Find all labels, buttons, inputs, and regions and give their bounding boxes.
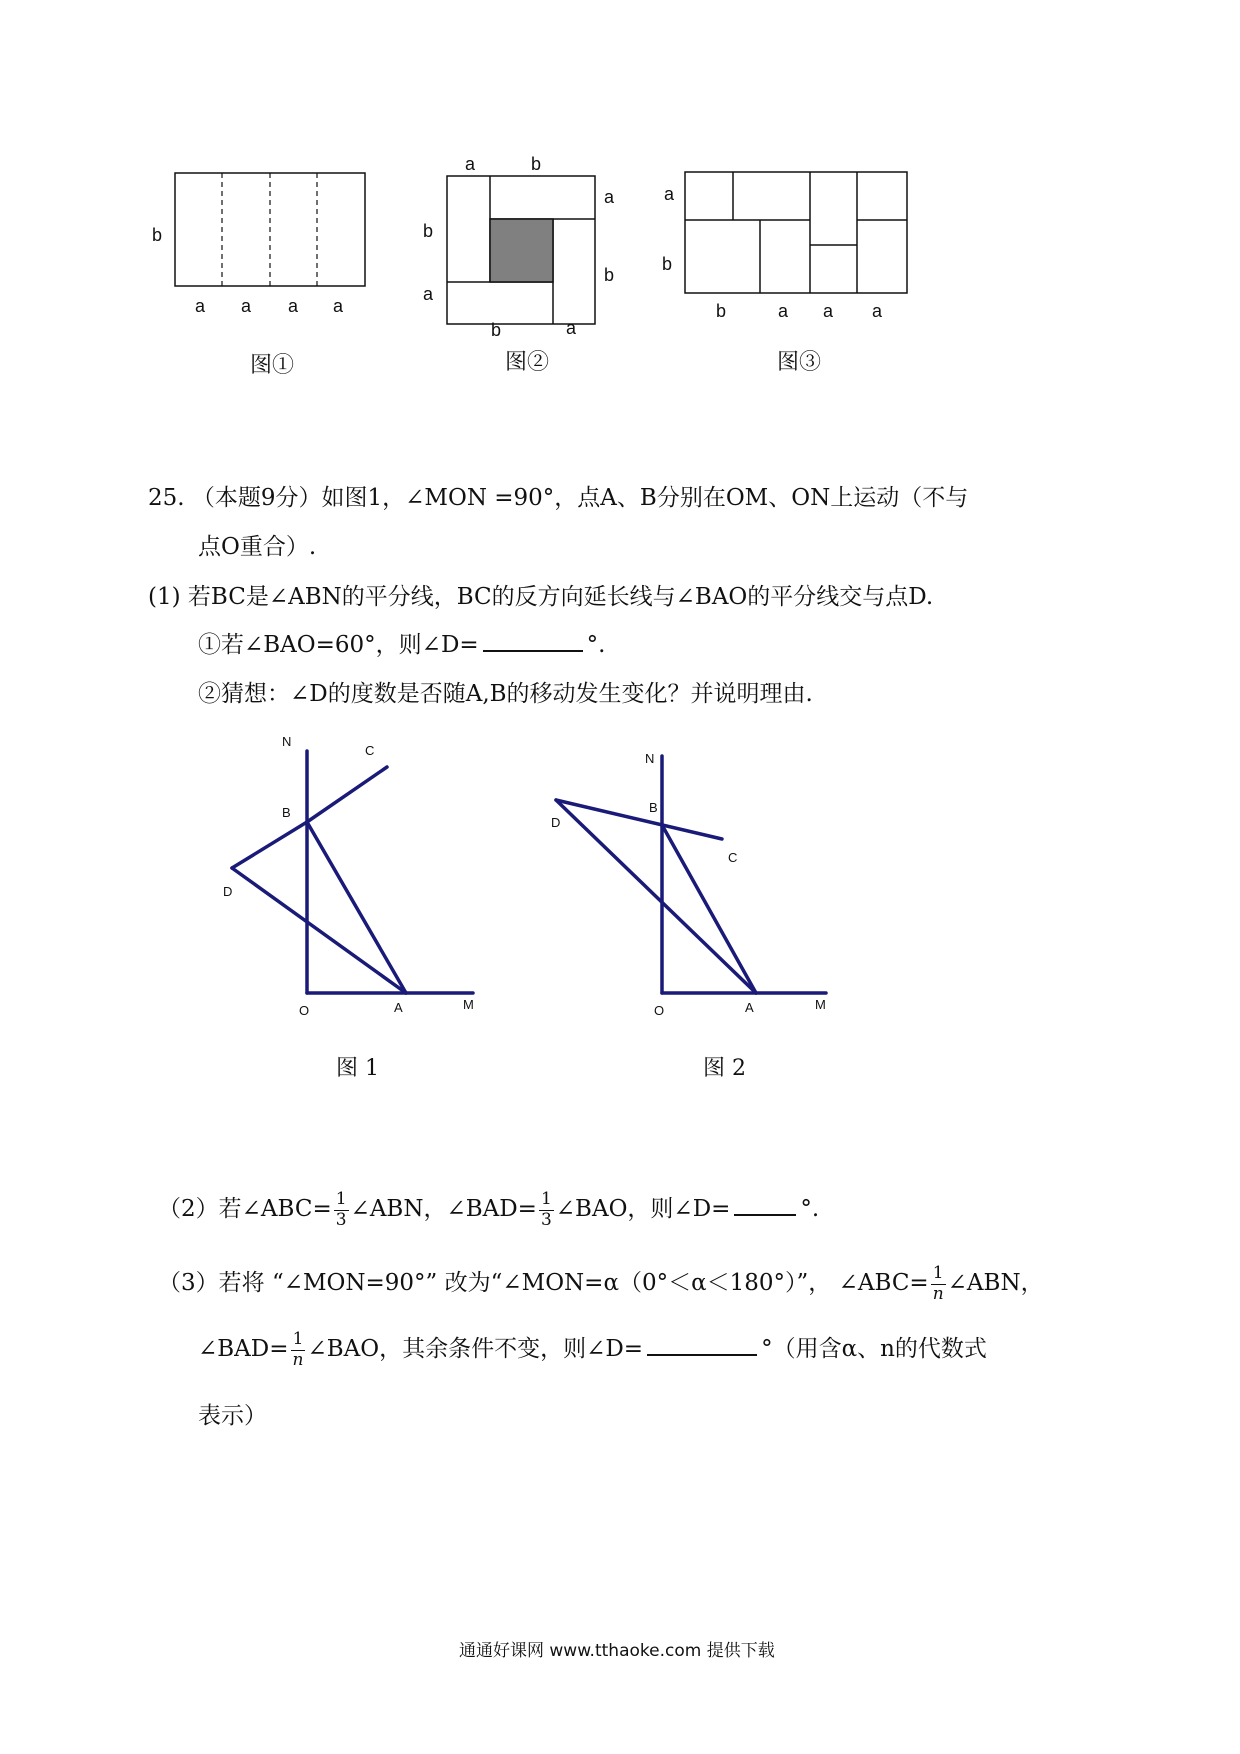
fraction-numerator: 1 — [291, 1330, 306, 1351]
geometry-fig2-caption: 图 2 — [703, 1056, 746, 1081]
problem-part-3-line-3: 表示） — [198, 1403, 267, 1429]
segment-BC — [307, 767, 387, 822]
fig2-shaded-square — [490, 219, 553, 282]
fig3-left-label: b — [662, 254, 673, 274]
fig1-bottom-label: a — [333, 296, 344, 316]
sub1-suffix: °. — [586, 632, 606, 658]
fig1-bottom-label: a — [241, 296, 252, 316]
problem-part-1: (1) 若BC是∠ABN的平分线，BC的反方向延长线与∠BAO的平分线交与点D. — [148, 584, 934, 610]
point-label-M: M — [463, 997, 474, 1012]
part2-text-a: （2）若∠ABC= — [158, 1196, 332, 1223]
fraction-one-third — [539, 1190, 554, 1230]
problem-line-2: 点O重合）. — [198, 534, 317, 560]
fraction-one-third — [334, 1190, 349, 1230]
fig1-bottom-label: a — [288, 296, 299, 316]
segment-BA — [307, 822, 406, 993]
fig2-caption: 图② — [505, 350, 550, 375]
fig2-right-label: b — [604, 265, 615, 285]
fraction-one-over-n — [291, 1330, 306, 1370]
part2-text-b: ∠ABN，∠BAD= — [350, 1196, 537, 1223]
problem-part-3-line-2 — [198, 1330, 987, 1370]
point-label-A: A — [394, 1000, 403, 1015]
point-label-D: D — [223, 884, 233, 899]
part2-text-c: ∠BAO，则∠D= — [555, 1196, 731, 1223]
segment-BA — [662, 825, 756, 993]
fraction-denominator: 3 — [335, 1209, 347, 1230]
sub1-text: ①若∠BAO=60°，则∠D= — [198, 632, 479, 658]
point-label-O: O — [654, 1003, 665, 1018]
fraction-one-over-n — [931, 1264, 946, 1304]
fig3-bottom-label: a — [823, 301, 834, 321]
fraction-denominator: n — [932, 1283, 944, 1304]
fig2-bottom-label: b — [491, 320, 502, 340]
point-label-N: N — [645, 751, 655, 766]
fig2-left-label: b — [423, 221, 434, 241]
part3-text-a: （3）若将 “∠MON=90°” 改为“∠MON=α（0°＜α＜180°）”， ∠ABC= — [158, 1270, 929, 1297]
fig3-bottom-label: a — [872, 301, 883, 321]
fig3-outer-rect — [685, 172, 907, 293]
fig2-top-label: a — [465, 154, 476, 174]
geometry-figure-1-labels — [223, 734, 474, 1018]
fig2-top-label: b — [531, 154, 542, 174]
fig2-left-label: a — [423, 284, 434, 304]
point-label-B: B — [649, 800, 658, 815]
answer-blank[interactable] — [734, 1213, 796, 1216]
segment-DA — [232, 868, 406, 993]
part3-text-c: ∠BAD= — [198, 1336, 289, 1363]
point-label-C: C — [365, 743, 375, 758]
point-label-A: A — [745, 1000, 754, 1015]
part3-text-e: °（用含α、n的代数式 — [761, 1336, 987, 1363]
segment-DC — [556, 800, 722, 839]
segment-DA — [556, 800, 756, 993]
figure-1 — [152, 173, 365, 316]
point-label-B: B — [282, 805, 291, 820]
point-label-D: D — [551, 815, 561, 830]
fig3-left-label: a — [664, 184, 675, 204]
fig1-bottom-label: a — [195, 296, 206, 316]
point-label-C: C — [728, 850, 738, 865]
fig1-caption: 图① — [250, 353, 295, 378]
fig3-bottom-label: a — [778, 301, 789, 321]
fraction-numerator: 1 — [540, 1189, 552, 1209]
geometry-figures — [0, 720, 1240, 1060]
problem-sub-2: ②猜想：∠D的度数是否随A,B的移动发生变化？并说明理由. — [198, 681, 813, 707]
part3-text-d: ∠BAO，其余条件不变，则∠D= — [307, 1336, 644, 1363]
figure-2 — [423, 154, 615, 340]
geometry-figure-2-labels — [551, 751, 826, 1018]
segment-BD — [232, 822, 307, 868]
part2-text-d: °. — [800, 1196, 820, 1223]
geometry-fig1-caption: 图 1 — [336, 1056, 379, 1081]
fraction-denominator: 3 — [540, 1209, 552, 1230]
problem-sub-1 — [198, 634, 605, 657]
fig2-bottom-label: a — [566, 318, 577, 338]
problem-part-2 — [158, 1190, 819, 1230]
answer-blank[interactable] — [647, 1353, 757, 1356]
fig2-right-label: a — [604, 187, 615, 207]
top-figures — [0, 0, 1240, 420]
geometry-figure-2 — [556, 756, 826, 993]
fig1-side-label: b — [152, 225, 163, 245]
fraction-denominator: n — [292, 1349, 304, 1370]
point-label-O: O — [299, 1003, 310, 1018]
problem-line-1: 25. （本题9分）如图1，∠MON =90°，点A、B分别在OM、ON上运动（不与 — [148, 485, 969, 511]
figure-3 — [662, 172, 907, 321]
geometry-figure-1 — [232, 751, 473, 993]
page-footer: 通通好课网 www.tthaoke.com 提供下载 — [459, 1641, 775, 1661]
answer-blank[interactable] — [483, 649, 583, 652]
fig3-caption: 图③ — [777, 350, 822, 375]
fraction-numerator: 1 — [335, 1189, 347, 1209]
fig3-bottom-label: b — [716, 301, 727, 321]
problem-part-3-line-1 — [158, 1264, 1044, 1304]
fraction-numerator: 1 — [931, 1264, 946, 1285]
point-label-M: M — [815, 997, 826, 1012]
point-label-N: N — [282, 734, 292, 749]
part3-text-b: ∠ABN， — [947, 1270, 1044, 1297]
